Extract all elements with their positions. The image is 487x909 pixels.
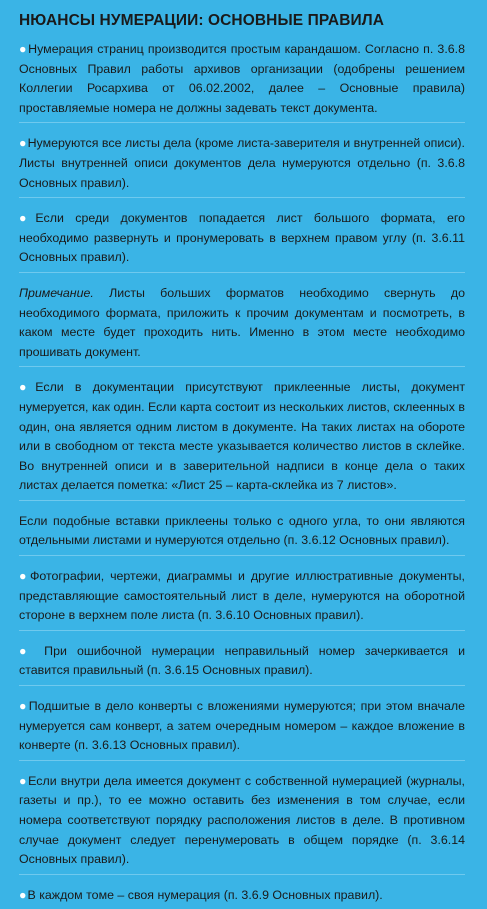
bullet-icon: ● <box>19 773 28 788</box>
paragraph-text: В каждом томе – своя нумерация (п. 3.6.9 Основных правил). <box>27 887 383 902</box>
rule-paragraph-3 <box>19 209 465 273</box>
bullet-icon: ● <box>19 699 28 714</box>
bullet-icon: ● <box>19 643 34 658</box>
rule-paragraph-5 <box>19 378 465 501</box>
paragraph-text: Нумеруются все листы дела (кроме листа-заверителя и внутренней описи). Листы внутренней описи документов дела нумеруются отдельно (п. 3.6.8 Основных правил). <box>19 136 465 190</box>
paragraph-text: Нумерация страниц производится простым карандашом. Согласно п. 3.6.8 Основных Правил работы архивов организации (одобрены решением Коллегии Росархива от 06.02.2002, далее – Основные правила) проставляемые номера не должны задевать текст документа. <box>19 42 465 115</box>
paragraph-text: Если среди документов попадается лист большого формата, его необходимо развернуть и пронумеровать в верхнем правом углу (п. 3.6.11 Основных правил). <box>19 211 466 265</box>
paragraph-text: Если в документации присутствуют приклеенные листы, документ нумеруется, как один. Если карта состоит из нескольких листов, склеенных в один, она является одним листом в документе. На таких листах на обороте или в свободном от текста месте указывается количество листов в склейке. Во внутренней описи и в заверительной надписи в конце дела о таких листах делается пометка: «Лист 25 – карта-склейка из 7 листов». <box>19 380 465 493</box>
continuation-paragraph <box>19 512 465 556</box>
bullet-icon: ● <box>19 380 35 395</box>
paragraph-text: При ошибочной нумерации неправильный номер зачеркивается и ставится правильный (п. 3.6.15 Основных правил). <box>19 643 466 678</box>
panel-title: НЮАНСЫ НУМЕРАЦИИ: ОСНОВНЫЕ ПРАВИЛА <box>19 12 385 29</box>
rule-paragraph-11 <box>19 886 465 909</box>
note-paragraph <box>19 284 465 367</box>
paragraph-text: Подшитые в дело конверты с вложениями нумеруются; при этом вначале нумеруется сам конверт, а затем очередным номером – каждое вложение в конверте (п. 3.6.13 Основных правил). <box>19 699 465 753</box>
bullet-icon: ● <box>19 136 27 151</box>
rule-paragraph-2 <box>19 134 465 198</box>
rule-paragraph-9 <box>19 697 465 761</box>
paragraph-text: Листы больших форматов необходимо свернуть до необходимого формата, приложить к прочим документам и посмотреть, в каком месте будет проходить нить. Именно в этом месте необходимо прошивать документ. <box>19 285 465 359</box>
paragraph-text: Если внутри дела имеется документ с собственной нумерацией (журналы, газеты и пр.), то ее можно оставить без изменения в том случае, если номера соответствуют порядку расположения листов в деле. В противном случае документ следует перенумеровать в общем порядке (п. 3.6.14 Основных правил). <box>19 773 466 867</box>
bullet-icon: ● <box>19 211 35 226</box>
paragraph-text: Если подобные вставки приклеены только с одного угла, то они являются отдельными листами и нумеруются отдельно (п. 3.6.12 Основных правил). <box>19 513 465 548</box>
rule-paragraph-8 <box>19 642 465 686</box>
bullet-icon: ● <box>19 887 27 902</box>
note-label: Примечание. <box>19 285 94 300</box>
bullet-icon: ● <box>19 569 29 584</box>
rule-paragraph-10 <box>19 772 465 875</box>
rule-paragraph-1 <box>19 40 465 123</box>
bullet-icon: ● <box>19 42 28 56</box>
paragraph-text: Фотографии, чертежи, диаграммы и другие иллюстративные документы, представляющие самостоятельный лист в деле, нумеруются на оборотной стороне в верхнем поле листа (п. 3.6.10 Основных правил). <box>19 569 465 623</box>
rule-paragraph-7 <box>19 567 465 631</box>
